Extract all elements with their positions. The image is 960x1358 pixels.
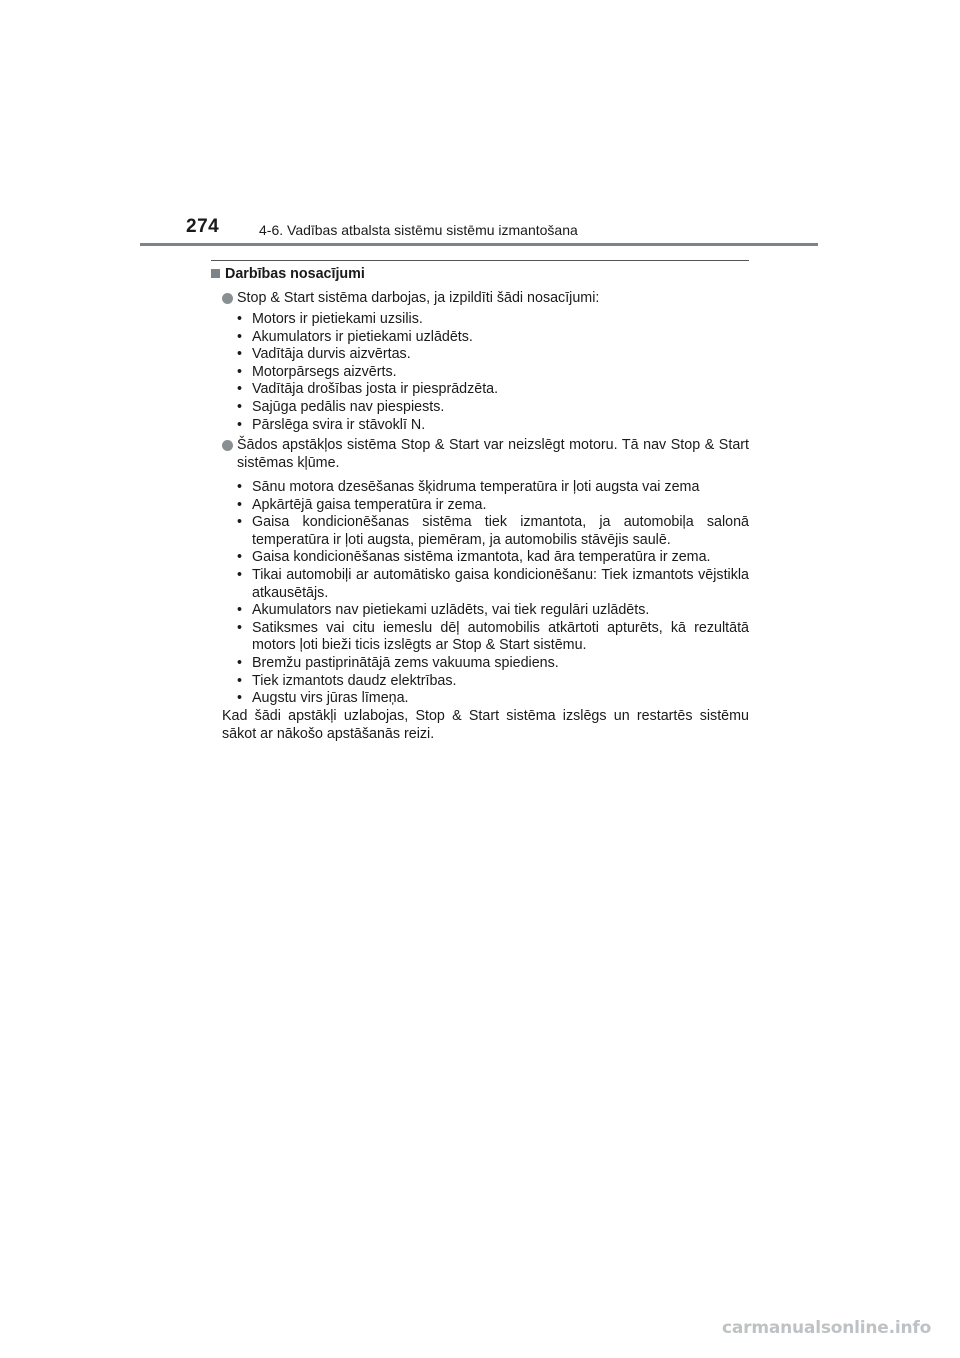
list-item: • Gaisa kondicionēšanas sistēma izmantota, kad āra temperatūra ir zema. xyxy=(237,549,749,567)
list-item: • Sajūga pedālis nav piespiests. xyxy=(237,399,749,417)
list-item: • Vadītāja drošības josta ir piesprādzēta. xyxy=(237,381,749,399)
section-title: 4-6. Vadības atbalsta sistēmu sistēmu izmantošana xyxy=(259,222,578,238)
section-heading-text: Darbības nosacījumi xyxy=(225,266,365,282)
circle-bullet-icon xyxy=(222,293,233,304)
bullet-point xyxy=(222,290,749,308)
watermark: carmanualsonline.info xyxy=(722,1318,932,1338)
list-item: • Motors ir pietiekami uzsilis. xyxy=(237,311,749,329)
list-item: • Pārslēga svira ir stāvoklī N. xyxy=(237,417,749,435)
bullet-point xyxy=(222,437,749,472)
list-item: • Akumulators nav pietiekami uzlādēts, vai tiek regulāri uzlādēts. xyxy=(237,602,749,620)
list-item: • Augstu virs jūras līmeņa. xyxy=(237,690,749,708)
exceptions-list xyxy=(237,479,749,708)
list-item: • Motorpārsegs aizvērts. xyxy=(237,364,749,382)
list-item: • Tikai automobiļi ar automātisko gaisa kondicionēšanu: Tiek izmantots vējstikla atkausētājs. xyxy=(237,567,749,602)
closing-paragraph: Kad šādi apstākļi uzlabojas, Stop & Start sistēma izslēgs un restartēs sistēmu sākot ar nākošo apstāšanās reizi. xyxy=(222,708,749,742)
header-divider xyxy=(140,243,818,246)
list-item: • Apkārtējā gaisa temperatūra ir zema. xyxy=(237,497,749,515)
square-bullet-icon xyxy=(211,269,220,278)
section-heading xyxy=(211,266,365,284)
circle-bullet-icon xyxy=(222,440,233,451)
page-number: 274 xyxy=(186,216,220,237)
section-divider xyxy=(211,260,749,261)
list-item: • Satiksmes vai citu iemeslu dēļ automobilis atkārtoti apturēts, kā rezultātā motors ļoti bieži ticis izslēgts ar Stop & Start sistēmu. xyxy=(237,620,749,655)
list-item: • Sānu motora dzesēšanas šķidruma temperatūra ir ļoti augsta vai zema xyxy=(237,479,749,497)
list-item: • Akumulators ir pietiekami uzlādēts. xyxy=(237,329,749,347)
list-item: • Bremžu pastiprinātājā zems vakuuma spiediens. xyxy=(237,655,749,673)
list-item: • Gaisa kondicionēšanas sistēma tiek izmantota, ja automobiļa salonā temperatūra ir ļoti augsta, piemēram, ja automobilis stāvējis saulē. xyxy=(237,514,749,549)
list-item: • Vadītāja durvis aizvērtas. xyxy=(237,346,749,364)
bullet-text: Šādos apstākļos sistēma Stop & Start var neizslēgt motoru. Tā nav Stop & Start sistēmas kļūme. xyxy=(237,437,749,471)
bullet-text: Stop & Start sistēma darbojas, ja izpildīti šādi nosacījumi: xyxy=(237,290,600,306)
conditions-list xyxy=(237,311,749,434)
list-item: • Tiek izmantots daudz elektrības. xyxy=(237,673,749,691)
